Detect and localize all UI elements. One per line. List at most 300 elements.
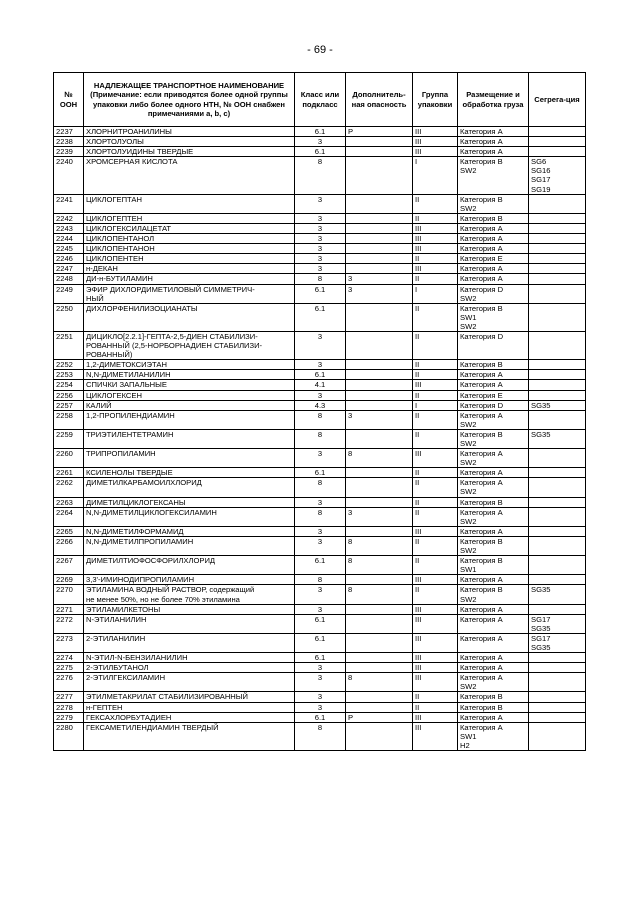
shipping-name-line: N-ЭТИЛАНИЛИН [86,614,147,624]
stowage-line: SW2 [460,516,477,526]
subsidiary-risk-cell: 3 [346,507,413,526]
shipping-name-line: 1,2-ПРОПИЛЕНДИАМИН [86,410,175,420]
table-header-row [54,73,586,127]
packing-group-cell: II [413,692,458,702]
segregation-cell [529,380,586,390]
segregation-cell [529,468,586,478]
packing-group-cell: III [413,673,458,692]
table-row [54,556,586,575]
shipping-name-line: КСИЛЕНОЛЫ ТВЕРДЫЕ [86,468,173,478]
shipping-name-line: РОВАННЫЙ) [86,350,133,360]
segregation-line: SG17 [531,614,551,624]
subsidiary-risk-cell [346,264,413,274]
table-row [54,429,586,448]
shipping-name-line: ЦИКЛОГЕКСИЛАЦЕТАТ [86,223,172,233]
packing-group-cell: II [413,303,458,331]
header-stowage: Размещение и обработка груза [458,73,529,127]
stowage-line: Категория A [460,264,503,274]
shipping-name-line: н-ДЕКАН [86,264,118,274]
packing-group-cell: III [413,234,458,244]
stowage-cell [458,478,529,497]
packing-group-cell: III [413,575,458,585]
segregation-line: SG6 [531,157,547,167]
un-number-cell: 2240 [54,157,84,194]
segregation-cell [529,264,586,274]
table-row [54,468,586,478]
shipping-name-cell [84,147,295,157]
subsidiary-risk-cell [346,722,413,750]
shipping-name-cell [84,663,295,673]
class-cell: 3 [295,223,346,233]
table-row [54,575,586,585]
un-number-cell: 2263 [54,497,84,507]
segregation-cell [529,157,586,194]
un-number-cell: 2273 [54,633,84,652]
shipping-name-cell [84,604,295,614]
segregation-line: SG16 [531,166,551,176]
packing-group-cell: III [413,663,458,673]
shipping-name-line: не менее 50%, но не более 70% этиламина [86,594,240,604]
shipping-name-cell [84,244,295,254]
shipping-name-line: ЦИКЛОГЕПТАН [86,194,142,204]
un-number-cell: 2276 [54,673,84,692]
class-cell: 8 [295,507,346,526]
table-row [54,633,586,652]
un-number-cell: 2275 [54,663,84,673]
segregation-line: SG35 [531,400,551,410]
stowage-line: H2 [460,740,470,750]
shipping-name-line: ГЕКСАХЛОРБУТАДИЕН [86,712,172,722]
table-row [54,663,586,673]
stowage-line: Категория B [460,556,503,566]
shipping-name-line: N,N-ДИМЕТИЛПРОПИЛАМИН [86,536,194,546]
segregation-cell [529,526,586,536]
shipping-name-cell [84,429,295,448]
un-number-cell: 2260 [54,449,84,468]
stowage-cell [458,526,529,536]
un-number-cell: 2258 [54,410,84,429]
shipping-name-cell [84,712,295,722]
stowage-line: Категория B [460,157,503,167]
stowage-line: Категория A [460,507,503,517]
un-number-cell: 2279 [54,712,84,722]
shipping-name-line: ЭТИЛМЕТАКРИЛАТ СТАБИЛИЗИРОВАННЫЙ [86,692,248,702]
stowage-line: Категория A [460,223,503,233]
class-cell: 8 [295,157,346,194]
packing-group-cell: III [413,264,458,274]
packing-group-cell: III [413,244,458,254]
stowage-cell [458,497,529,507]
class-cell: 3 [295,194,346,213]
class-cell: 4.3 [295,400,346,410]
class-cell: 6.1 [295,127,346,137]
shipping-name-cell [84,556,295,575]
packing-group-cell: II [413,507,458,526]
segregation-cell [529,370,586,380]
shipping-name-cell [84,468,295,478]
stowage-line: Категория B [460,702,503,712]
shipping-name-cell [84,653,295,663]
segregation-cell [529,614,586,633]
shipping-name-line: ХРОМСЕРНАЯ КИСЛОТА [86,157,178,167]
un-number-cell: 2252 [54,360,84,370]
table-row [54,526,586,536]
shipping-name-cell [84,284,295,303]
stowage-cell [458,663,529,673]
stowage-cell [458,254,529,264]
stowage-line: Категория A [460,575,503,585]
class-cell: 3 [295,331,346,359]
header-shipping-name-note: (Примечание: если приводятся более одной группы упаковки либо более одного НТН, № ООН снабжен примечаниями a, b, c) [90,90,288,118]
class-cell: 3 [295,702,346,712]
un-number-cell: 2239 [54,147,84,157]
table-row [54,692,586,702]
shipping-name-cell [84,360,295,370]
stowage-line: Категория A [460,127,503,136]
segregation-cell [529,478,586,497]
shipping-name-cell [84,254,295,264]
segregation-line: SG17 [531,633,551,643]
segregation-line: SG35 [531,585,551,595]
un-number-cell: 2244 [54,234,84,244]
table-row [54,223,586,233]
segregation-cell [529,284,586,303]
stowage-cell [458,673,529,692]
stowage-line: Категория A [460,410,503,420]
shipping-name-line: ЭТИЛАМИНА ВОДНЫЙ РАСТВОР, содержащий [86,585,255,595]
shipping-name-line: НЫЙ [86,293,104,303]
un-number-cell: 2242 [54,213,84,223]
un-number-cell: 2238 [54,137,84,147]
un-number-cell: 2250 [54,303,84,331]
packing-group-cell: III [413,137,458,147]
class-cell: 6.1 [295,712,346,722]
class-cell: 6.1 [295,468,346,478]
subsidiary-risk-cell: 8 [346,449,413,468]
subsidiary-risk-cell [346,497,413,507]
table-row [54,274,586,284]
subsidiary-risk-cell [346,526,413,536]
packing-group-cell: II [413,497,458,507]
shipping-name-cell [84,157,295,194]
un-number-cell: 2269 [54,575,84,585]
stowage-cell [458,507,529,526]
class-cell: 3 [295,213,346,223]
shipping-name-cell [84,400,295,410]
packing-group-cell: III [413,604,458,614]
stowage-line: Категория A [460,653,503,663]
shipping-name-line: РОВАННЫЙ (2,5-НОРБОРНАДИЕН СТАБИЛИЗИ- [86,341,263,351]
shipping-name-line: ЦИКЛОПЕНТАНОН [86,244,155,254]
un-number-cell: 2272 [54,614,84,633]
shipping-name-line: ЭТИЛАМИЛКЕТОНЫ [86,604,161,614]
un-number-cell: 2253 [54,370,84,380]
stowage-line: Категория A [460,614,503,624]
stowage-line: Категория A [460,380,503,390]
packing-group-cell: II [413,702,458,712]
segregation-cell [529,633,586,652]
table-row [54,673,586,692]
packing-group-cell: III [413,380,458,390]
stowage-line: SW2 [460,546,477,556]
shipping-name-cell [84,223,295,233]
segregation-line: SG35 [531,429,551,439]
segregation-line: SG17 [531,175,551,185]
packing-group-cell: I [413,157,458,194]
subsidiary-risk-cell [346,429,413,448]
un-number-cell: 2264 [54,507,84,526]
class-cell: 3 [295,264,346,274]
stowage-line: Категория A [460,147,503,157]
packing-group-cell: III [413,633,458,652]
stowage-line: Категория A [460,468,503,478]
subsidiary-risk-cell: 8 [346,585,413,604]
table-row [54,331,586,359]
segregation-cell [529,653,586,663]
segregation-cell [529,673,586,692]
packing-group-cell: III [413,653,458,663]
stowage-cell [458,536,529,555]
un-number-cell: 2265 [54,526,84,536]
subsidiary-risk-cell [346,478,413,497]
class-cell: 8 [295,410,346,429]
table-row [54,147,586,157]
un-number-cell: 2266 [54,536,84,555]
un-number-cell: 2243 [54,223,84,233]
shipping-name-cell [84,722,295,750]
shipping-name-cell [84,127,295,137]
segregation-line: SG19 [531,184,551,194]
shipping-name-cell [84,526,295,536]
table-row [54,303,586,331]
shipping-name-cell [84,234,295,244]
segregation-cell [529,663,586,673]
shipping-name-line: ХЛОРНИТРОАНИЛИНЫ [86,127,172,136]
segregation-cell [529,575,586,585]
segregation-cell [529,497,586,507]
stowage-line: Категория B [460,536,503,546]
packing-group-cell: III [413,449,458,468]
subsidiary-risk-cell: P [346,712,413,722]
stowage-cell [458,147,529,157]
stowage-line: SW2 [460,487,477,497]
packing-group-cell: III [413,722,458,750]
shipping-name-line: 1,2-ДИМЕТОКСИЭТАН [86,360,167,370]
subsidiary-risk-cell [346,194,413,213]
class-cell: 3 [295,390,346,400]
packing-group-cell: II [413,331,458,359]
stowage-line: SW2 [460,458,477,468]
stowage-line: Категория D [460,284,504,294]
un-number-cell: 2257 [54,400,84,410]
un-number-cell: 2254 [54,380,84,390]
packing-group-cell: II [413,213,458,223]
stowage-line: Категория A [460,370,503,380]
stowage-cell [458,468,529,478]
stowage-cell [458,264,529,274]
subsidiary-risk-cell [346,614,413,633]
segregation-line: SG35 [531,642,551,652]
class-cell: 3 [295,585,346,604]
stowage-cell [458,234,529,244]
stowage-cell [458,410,529,429]
stowage-cell [458,575,529,585]
stowage-line: Категория A [460,663,503,673]
shipping-name-line: ДИ-н-БУТИЛАМИН [86,274,153,284]
class-cell: 4.1 [295,380,346,390]
table-row [54,702,586,712]
shipping-name-line: ЭФИР ДИХЛОРДИМЕТИЛОВЫЙ СИММЕТРИЧ- [86,284,255,294]
subsidiary-risk-cell: 8 [346,536,413,555]
stowage-line: Категория A [460,633,503,643]
shipping-name-line: 3,3'-ИМИНОДИПРОПИЛАМИН [86,575,195,585]
shipping-name-cell [84,449,295,468]
stowage-line: SW2 [460,166,477,176]
header-class: Класс или подкласс [295,73,346,127]
class-cell: 3 [295,673,346,692]
table-row [54,390,586,400]
subsidiary-risk-cell [346,147,413,157]
packing-group-cell: II [413,390,458,400]
packing-group-cell: I [413,400,458,410]
stowage-cell [458,390,529,400]
stowage-cell [458,137,529,147]
segregation-cell [529,449,586,468]
shipping-name-line: ТРИЭТИЛЕНТЕТРАМИН [86,429,174,439]
un-number-cell: 2241 [54,194,84,213]
shipping-name-cell [84,575,295,585]
shipping-name-line: ЦИКЛОПЕНТЕН [86,254,144,264]
stowage-cell [458,585,529,604]
shipping-name-line: 2-ЭТИЛАНИЛИН [86,633,146,643]
header-subsidiary-risk: Дополнитель-ная опасность [346,73,413,127]
subsidiary-risk-cell [346,331,413,359]
stowage-cell [458,194,529,213]
stowage-cell [458,722,529,750]
segregation-cell [529,507,586,526]
class-cell: 8 [295,575,346,585]
subsidiary-risk-cell [346,244,413,254]
class-cell: 6.1 [295,284,346,303]
header-un-number: № ООН [54,73,84,127]
stowage-line: SW2 [460,321,477,331]
stowage-cell [458,303,529,331]
segregation-cell [529,274,586,284]
packing-group-cell: II [413,360,458,370]
stowage-line: Категория B [460,360,503,370]
segregation-cell [529,702,586,712]
shipping-name-cell [84,585,295,604]
stowage-line: Категория E [460,254,503,264]
shipping-name-cell [84,702,295,712]
shipping-name-cell [84,633,295,652]
table-row [54,157,586,194]
segregation-cell [529,722,586,750]
subsidiary-risk-cell: P [346,127,413,137]
subsidiary-risk-cell [346,380,413,390]
un-number-cell: 2280 [54,722,84,750]
table-row [54,478,586,497]
stowage-cell [458,614,529,633]
table-body [54,127,586,751]
segregation-line: SG35 [531,623,551,633]
class-cell: 3 [295,604,346,614]
header-shipping-name [84,73,295,127]
segregation-cell [529,234,586,244]
dangerous-goods-table [53,72,586,751]
stowage-line: SW1 [460,312,477,322]
shipping-name-cell [84,137,295,147]
table-row [54,284,586,303]
table-row [54,410,586,429]
packing-group-cell: III [413,223,458,233]
subsidiary-risk-cell: 3 [346,284,413,303]
class-cell: 3 [295,536,346,555]
table-row [54,604,586,614]
segregation-cell [529,692,586,702]
shipping-name-cell [84,536,295,555]
shipping-name-line: ХЛОРТОЛУОЛЫ [86,137,144,147]
stowage-line: SW2 [460,439,477,448]
stowage-cell [458,284,529,303]
class-cell: 3 [295,692,346,702]
stowage-line: SW1 [460,731,477,741]
shipping-name-line: ДИЦИКЛО[2.2.1]-ГЕПТА-2,5-ДИЕН СТАБИЛИЗИ- [86,331,258,341]
un-number-cell: 2261 [54,468,84,478]
stowage-line: Категория B [460,429,503,439]
table-row [54,449,586,468]
stowage-line: Категория A [460,604,503,614]
shipping-name-line: ДИМЕТИЛЦИКЛОГЕКСАНЫ [86,497,186,507]
segregation-cell [529,536,586,555]
packing-group-cell: II [413,536,458,555]
table-row [54,137,586,147]
table-row [54,507,586,526]
stowage-line: Категория A [460,526,503,536]
table-row [54,370,586,380]
stowage-cell [458,380,529,390]
stowage-cell [458,604,529,614]
shipping-name-cell [84,614,295,633]
shipping-name-cell [84,303,295,331]
stowage-cell [458,157,529,194]
shipping-name-cell [84,673,295,692]
packing-group-cell: II [413,254,458,264]
un-number-cell: 2277 [54,692,84,702]
segregation-cell [529,360,586,370]
table-row [54,722,586,750]
un-number-cell: 2245 [54,244,84,254]
table-row [54,360,586,370]
segregation-cell [529,604,586,614]
table-row [54,400,586,410]
shipping-name-line: ГЕКСАМЕТИЛЕНДИАМИН ТВЕРДЫЙ [86,722,219,732]
stowage-line: Категория B [460,692,503,702]
stowage-line: Категория B [460,303,503,313]
stowage-line: Категория D [460,400,504,410]
table-row [54,614,586,633]
segregation-cell [529,147,586,157]
shipping-name-cell [84,194,295,213]
table-row [54,194,586,213]
stowage-line: Категория A [460,234,503,244]
class-cell: 3 [295,526,346,536]
stowage-cell [458,127,529,137]
segregation-cell [529,556,586,575]
un-number-cell: 2271 [54,604,84,614]
segregation-cell [529,137,586,147]
class-cell: 6.1 [295,556,346,575]
